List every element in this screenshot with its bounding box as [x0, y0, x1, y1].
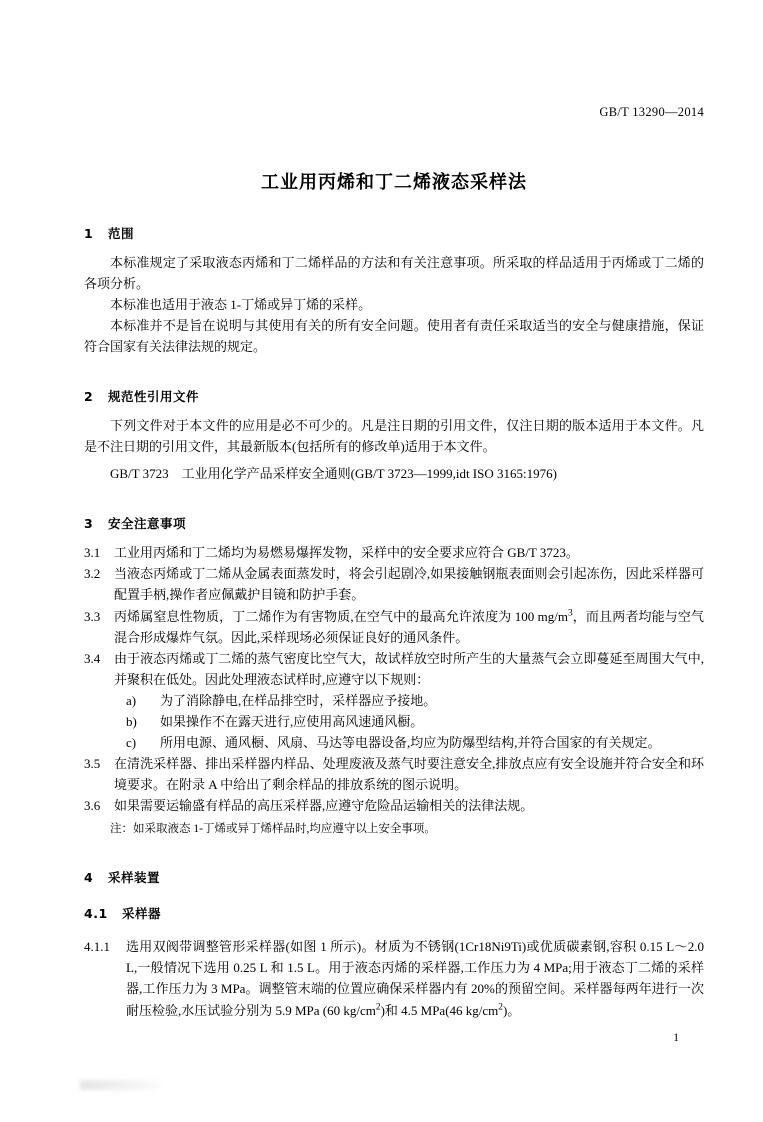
clause-3-4	[84, 648, 704, 690]
clause-3-5-text: 在清洗采样器、排出采样器内样品、处理废液及蒸气时要注意安全,排放点应有安全设施并符合安全和环境要求。在附录 A 中给出了剩余样品的排放系统的图示说明。	[114, 755, 704, 792]
section-heading-1	[84, 224, 704, 242]
list-item-a-label: a)	[126, 692, 137, 708]
list-item-b-label: b)	[126, 713, 137, 729]
clause-3-6-text: 如果需要运输盛有样品的高压采样器,应遵守危险品运输相关的法律法规。	[114, 797, 534, 813]
list-item-a	[84, 690, 704, 711]
clause-3-4-label: 3.4	[84, 650, 101, 666]
clause-3-4-text: 由于液态丙烯或丁二烯的蒸气密度比空气大，故试样放空时所产生的大量蒸气会立即蔓延至周围大气中,并聚积在低处。因此处理液态试样时,应遵守以下规则：	[114, 650, 704, 687]
section-1-paragraph-2: 本标准也适用于液态 1-丁烯或异丁烯的采样。	[110, 297, 372, 313]
standard-number-header: GB/T 13290—2014	[599, 105, 704, 119]
section-title-2: 规范性引用文件	[108, 389, 200, 405]
scan-artifact	[80, 1080, 160, 1090]
list-item-c-text: 所用电源、通风橱、风扇、马达等电器设备,均应为防爆型结构,并符合国家的有关规定。	[160, 734, 661, 750]
section-number-1: 1	[84, 226, 94, 241]
list-item-b-text: 如果操作不在露天进行,应使用高风速通风橱。	[160, 713, 424, 729]
page-number: 1	[673, 1032, 679, 1044]
section-number-3: 3	[84, 516, 94, 532]
section-heading-4	[84, 868, 704, 886]
clause-3-1-text: 工业用丙烯和丁二烯均为易燃易爆挥发物，采样中的安全要求应符合 GB/T 3723。	[114, 545, 579, 561]
clause-3-2-text: 当液态丙烯或丁二烯从金属表面蒸发时，将会引起剧冷,如果接触钢瓶表面则会引起冻伤，因此采样器可配置手柄,操作者应佩戴护目镜和防护手套。	[114, 566, 704, 603]
list-item-b	[84, 711, 704, 732]
clause-3-6	[84, 795, 704, 816]
normative-reference-item: GB/T 3723 工业用化学产品采样安全通则(GB/T 3723—1999,idt ISO 3165:1976)	[110, 466, 557, 482]
section-1-paragraph-1: 本标准规定了采取液态丙烯和丁二烯样品的方法和有关注意事项。所采取的样品适用于丙烯或丁二烯的各项分析。	[84, 255, 704, 292]
clause-4-1-1-label: 4.1.1	[84, 939, 110, 955]
clause-3-2-label: 3.2	[84, 566, 101, 582]
list-item-c	[84, 732, 704, 753]
section-number-2: 2	[84, 389, 94, 405]
section-1-paragraph-3: 本标准并不是旨在说明与其使用有关的所有安全问题。使用者有责任采取适当的安全与健康措施，保证符合国家有关法律法规的规定。	[84, 318, 704, 355]
clause-3-6-label: 3.6	[84, 797, 101, 813]
section-2-paragraph-1: 下列文件对于本文件的应用是必不可少的。凡是注日期的引用文件，仅注日期的版本适用于本文件。凡是不注日期的引用文件，其最新版本(包括所有的修改单)适用于本文件。	[84, 418, 704, 455]
clause-3-1	[84, 542, 704, 563]
clause-3-3-text: 丙烯属窒息性物质，丁二烯作为有害物质,在空气中的最高允许浓度为 100 $mg/m^3$，而且两者均能与空气混合形成爆炸气氛。因此,采样现场必须保证良好的通风条件。	[114, 608, 704, 645]
section-heading-3	[84, 514, 704, 532]
section-3-note: 注：如采取液态 1-丁烯或异丁烯样品时,均应遵守以上安全事项。	[110, 822, 436, 835]
paper-sheet	[22, 10, 741, 1102]
clause-3-5-label: 3.5	[84, 755, 101, 771]
section-title-1: 范围	[108, 226, 135, 241]
list-item-a-text: 为了消除静电,在样品排空时，采样器应予接地。	[160, 692, 437, 708]
section-title-4: 采样装置	[108, 870, 161, 886]
page-title: 工业用丙烯和丁二烯液态采样法	[261, 172, 527, 193]
section-number-4: 4	[84, 870, 94, 886]
clause-3-1-label: 3.1	[84, 545, 101, 561]
clause-3-5	[84, 753, 704, 795]
document-content	[84, 105, 704, 1021]
section-heading-2	[84, 387, 704, 405]
clause-3-3	[84, 606, 704, 648]
clause-3-2	[84, 563, 704, 605]
subsection-title-4-1: 采样器	[122, 906, 162, 922]
list-item-c-label: c)	[126, 734, 137, 750]
section-title-3: 安全注意事项	[108, 516, 187, 532]
subsection-number-4-1: 4.1	[84, 906, 108, 922]
clause-4-1-1-text: 选用双阀带调整管形采样器(如图 1 所示)。材质为不锈钢(1Cr18Ni9Ti)或优质碳素钢,容积 0.15 L～2.0 L,一般情况下选用 0.25 L 和 1.5 L。用于液态丙烯的采样器,工作压力为 4 MPa;用于液态丁二烯的采样器,工作压力为 3 MPa。调整管末端的位置应确保采样器内有 20%的预留空间。采样器每两年进行一次耐压检验,水压试验分别为 5.9 MPa (60 $kg/cm^2$)和 4.5 MPa(46 $kg/cm^2$)。	[126, 939, 704, 1018]
clause-3-3-label: 3.3	[84, 608, 101, 624]
subsection-heading-4-1	[84, 904, 704, 922]
clause-4-1-1	[84, 936, 704, 1020]
